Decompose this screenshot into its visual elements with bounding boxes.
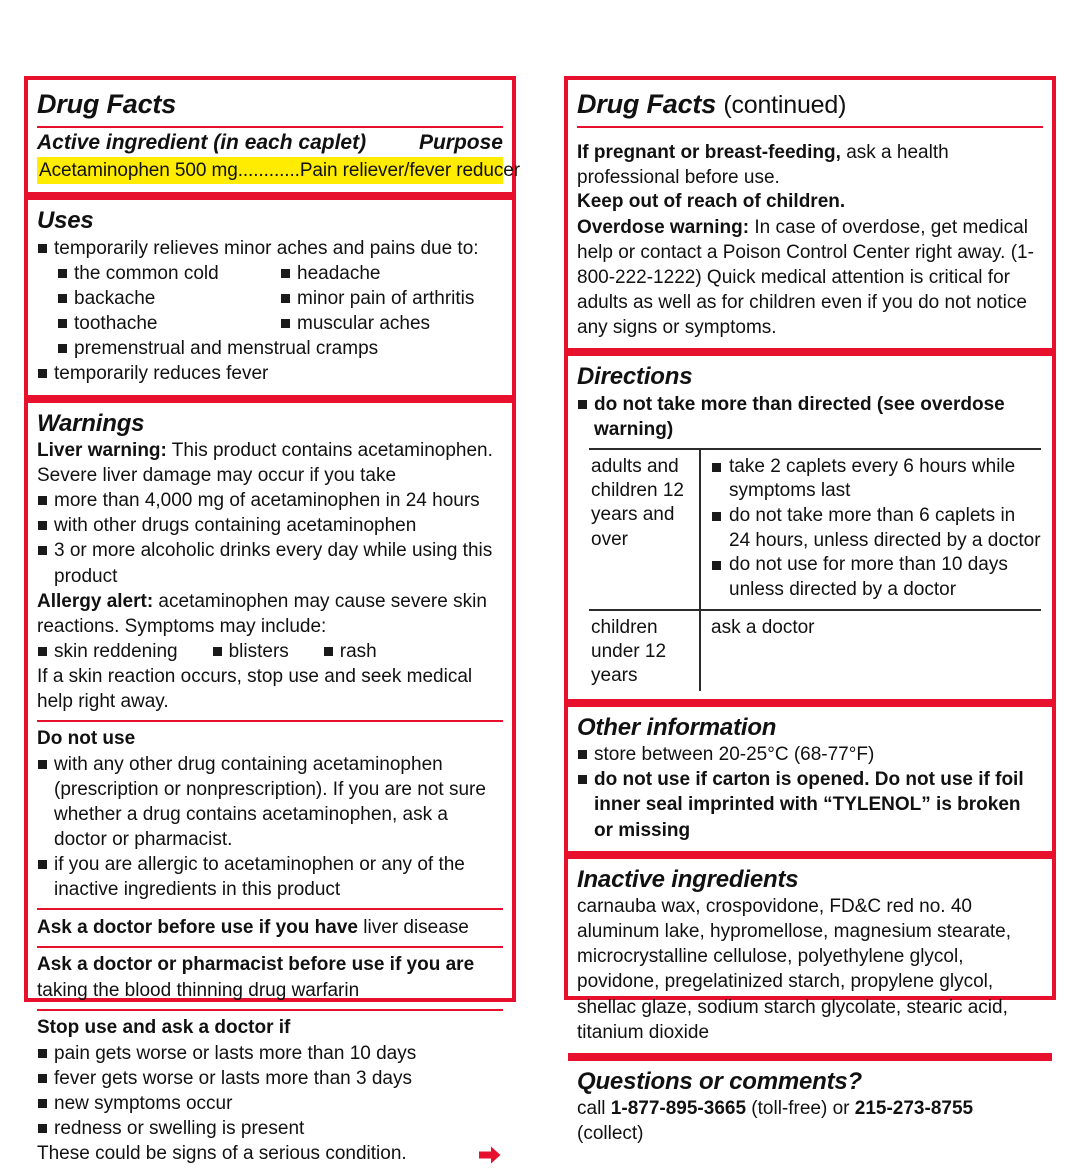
table-row bbox=[589, 611, 1041, 691]
questions-heading: Questions or comments? bbox=[577, 1067, 862, 1095]
directions-heading: Directions bbox=[577, 362, 693, 390]
list-item: new symptoms occur bbox=[37, 1091, 503, 1116]
uses-subitems bbox=[57, 261, 503, 361]
ask-pharmacist-label: Ask a doctor or pharmacist before use if you are bbox=[37, 954, 475, 976]
ask-doctor-before-use bbox=[37, 915, 503, 940]
stop-use-list bbox=[37, 1041, 503, 1141]
toll-free-number[interactable]: 1-877-895-3665 bbox=[610, 1098, 747, 1120]
contact-line bbox=[577, 1096, 1043, 1146]
title-rule bbox=[37, 126, 503, 128]
pregnancy-warning bbox=[577, 140, 1043, 190]
other-information-block bbox=[568, 707, 1052, 859]
warnings-block bbox=[28, 403, 512, 1174]
call-label: call bbox=[577, 1098, 611, 1120]
ask-doctor-label: Ask a doctor before use if you have bbox=[37, 917, 358, 939]
list-item: do not take more than 6 caplets in 24 hours, unless directed by a doctor bbox=[711, 504, 1041, 553]
list-item: redness or swelling is present bbox=[37, 1116, 503, 1141]
dosage-instructions bbox=[701, 450, 1041, 609]
inactive-ingredients-text: carnauba wax, crospovidone, FD&C red no. 40 aluminum lake, hypromellose, magnesium stearate, microcrystalline cellulose, polyethylene glycol, povidone, pregelatinized starch, propylene glycol, shellac glaze, sodium starch glycolate, stearic acid, titanium dioxide bbox=[577, 896, 1012, 1043]
liver-warning-label: Liver warning: bbox=[37, 440, 167, 462]
liver-warning-list bbox=[37, 488, 503, 588]
list-item: rash bbox=[323, 639, 377, 664]
warnings-heading: Warnings bbox=[37, 409, 145, 437]
list-item: minor pain of arthritis bbox=[280, 286, 503, 311]
list-item: premenstrual and menstrual cramps bbox=[57, 336, 503, 361]
allergy-alert-tail: If a skin reaction occurs, stop use and seek medical help right away. bbox=[37, 665, 473, 712]
list-item: more than 4,000 mg of acetaminophen in 24 hours bbox=[37, 488, 503, 513]
page-title-text: Drug Facts bbox=[577, 89, 717, 119]
directions-block bbox=[568, 356, 1052, 707]
allergy-alert-text: acetaminophen may cause severe skin reactions. Symptoms may include: bbox=[37, 590, 487, 637]
other-information-list bbox=[577, 742, 1043, 842]
dosage-age-group: adults and children 12 years and over bbox=[589, 450, 701, 609]
allergy-alert-label: Allergy alert: bbox=[37, 590, 154, 612]
stop-use-tail: These could be signs of a serious condition. bbox=[37, 1142, 407, 1164]
warnings-continued-block bbox=[568, 80, 1052, 356]
active-ingredient-label: Active ingredient (in each caplet) bbox=[37, 130, 367, 154]
title-rule bbox=[577, 126, 1043, 128]
dosage-age-group: children under 12 years bbox=[589, 611, 701, 691]
section-divider bbox=[37, 908, 503, 910]
uses-list bbox=[37, 236, 503, 261]
ask-doctor-text: liver disease bbox=[357, 917, 469, 939]
active-ingredient-block bbox=[28, 80, 520, 200]
section-divider bbox=[37, 1009, 503, 1011]
dosage-instructions bbox=[701, 611, 1041, 691]
list-item: store between 20-25°C (68-77°F) bbox=[577, 742, 1043, 767]
list-item: do not use if carton is opened. Do not use if foil inner seal imprinted with “TYLENOL” is broken or missing bbox=[577, 767, 1043, 842]
questions-block bbox=[568, 1061, 1052, 1155]
list-item: with any other drug containing acetaminophen (prescription or nonprescription). If you are not sure whether a drug contains acetaminophen, ask a doctor or pharmacist. bbox=[37, 752, 503, 852]
active-ingredient-header bbox=[37, 130, 503, 157]
list-item: take 2 caplets every 6 hours while symptoms last bbox=[711, 455, 1041, 504]
page-title-continued bbox=[577, 86, 1043, 123]
collect-suffix: (collect) bbox=[577, 1123, 644, 1145]
do-not-use-list bbox=[37, 752, 503, 902]
inactive-ingredients-heading: Inactive ingredients bbox=[577, 865, 799, 893]
allergy-symptom-list bbox=[37, 639, 503, 664]
uses-heading: Uses bbox=[37, 207, 94, 235]
uses-block bbox=[28, 200, 512, 402]
list-item: fever gets worse or lasts more than 3 days bbox=[37, 1066, 503, 1091]
table-row bbox=[589, 450, 1041, 609]
list-item: temporarily reduces fever bbox=[37, 361, 503, 386]
right-arrow-icon bbox=[479, 1146, 501, 1164]
allergy-alert bbox=[37, 589, 503, 639]
left-panel bbox=[24, 76, 520, 1164]
pregnancy-warning-label: If pregnant or breast-feeding, bbox=[577, 141, 841, 163]
page-title: Drug Facts bbox=[37, 89, 177, 119]
dosage-table bbox=[589, 448, 1041, 691]
other-information-heading: Other information bbox=[577, 713, 777, 741]
pregnancy-warning-text: ask a health professional before use. bbox=[577, 141, 949, 188]
list-item: blisters bbox=[212, 639, 289, 664]
list-item: if you are allergic to acetaminophen or any of the inactive ingredients in this product bbox=[37, 852, 503, 902]
list-item: pain gets worse or lasts more than 10 days bbox=[37, 1041, 503, 1066]
list-item: toothache bbox=[57, 311, 280, 336]
list-item: the common cold bbox=[57, 261, 280, 286]
do-not-use-heading: Do not use bbox=[37, 727, 136, 749]
list-item: 3 or more alcoholic drinks every day while using this product bbox=[37, 538, 503, 588]
overdose-warning-text: In case of overdose, get medical help or contact a Poison Control Center right away. (1-800-222-1222) Quick medical attention is critical for adults as well as for children even if you do not notice any signs or symptoms. bbox=[577, 216, 1034, 338]
list-item: headache bbox=[280, 261, 503, 286]
section-divider bbox=[37, 946, 503, 948]
list-item: backache bbox=[57, 286, 280, 311]
list-item: with other drugs containing acetaminophen bbox=[37, 513, 503, 538]
keep-out-of-reach: Keep out of reach of children. bbox=[577, 190, 846, 212]
stop-use-heading: Stop use and ask a doctor if bbox=[37, 1016, 291, 1038]
uses-lead: temporarily relieves minor aches and pains due to: bbox=[37, 236, 503, 261]
collect-number[interactable]: 215-273-8755 bbox=[854, 1098, 974, 1120]
list-item: do not take more than directed (see overdose warning) bbox=[577, 392, 1043, 442]
right-panel bbox=[564, 76, 1056, 1145]
overdose-warning-label: Overdose warning: bbox=[577, 216, 750, 238]
list-item: skin reddening bbox=[37, 639, 178, 664]
liver-warning bbox=[37, 438, 503, 488]
purpose-label: Purpose bbox=[418, 130, 503, 154]
list-item: do not use for more than 10 days unless directed by a doctor bbox=[711, 553, 1041, 602]
inactive-ingredients-block bbox=[568, 859, 1052, 1061]
overdose-warning bbox=[577, 215, 1043, 340]
ask-pharmacist-text: taking the blood thinning drug warfarin bbox=[37, 979, 360, 1001]
dosage-instruction-text: ask a doctor bbox=[711, 616, 815, 638]
liver-warning-text: This product contains acetaminophen. Severe liver damage may occur if you take bbox=[37, 440, 493, 487]
directions-lead-list bbox=[577, 392, 1043, 442]
page-title-suffix: (continued) bbox=[723, 91, 847, 119]
list-item: muscular aches bbox=[280, 311, 503, 336]
toll-free-suffix: (toll-free) or bbox=[746, 1098, 855, 1120]
section-divider bbox=[37, 720, 503, 722]
uses-tail-list bbox=[37, 361, 503, 386]
active-ingredient-row: Acetaminophen 500 mg............Pain reliever/fever reducer bbox=[37, 157, 503, 185]
